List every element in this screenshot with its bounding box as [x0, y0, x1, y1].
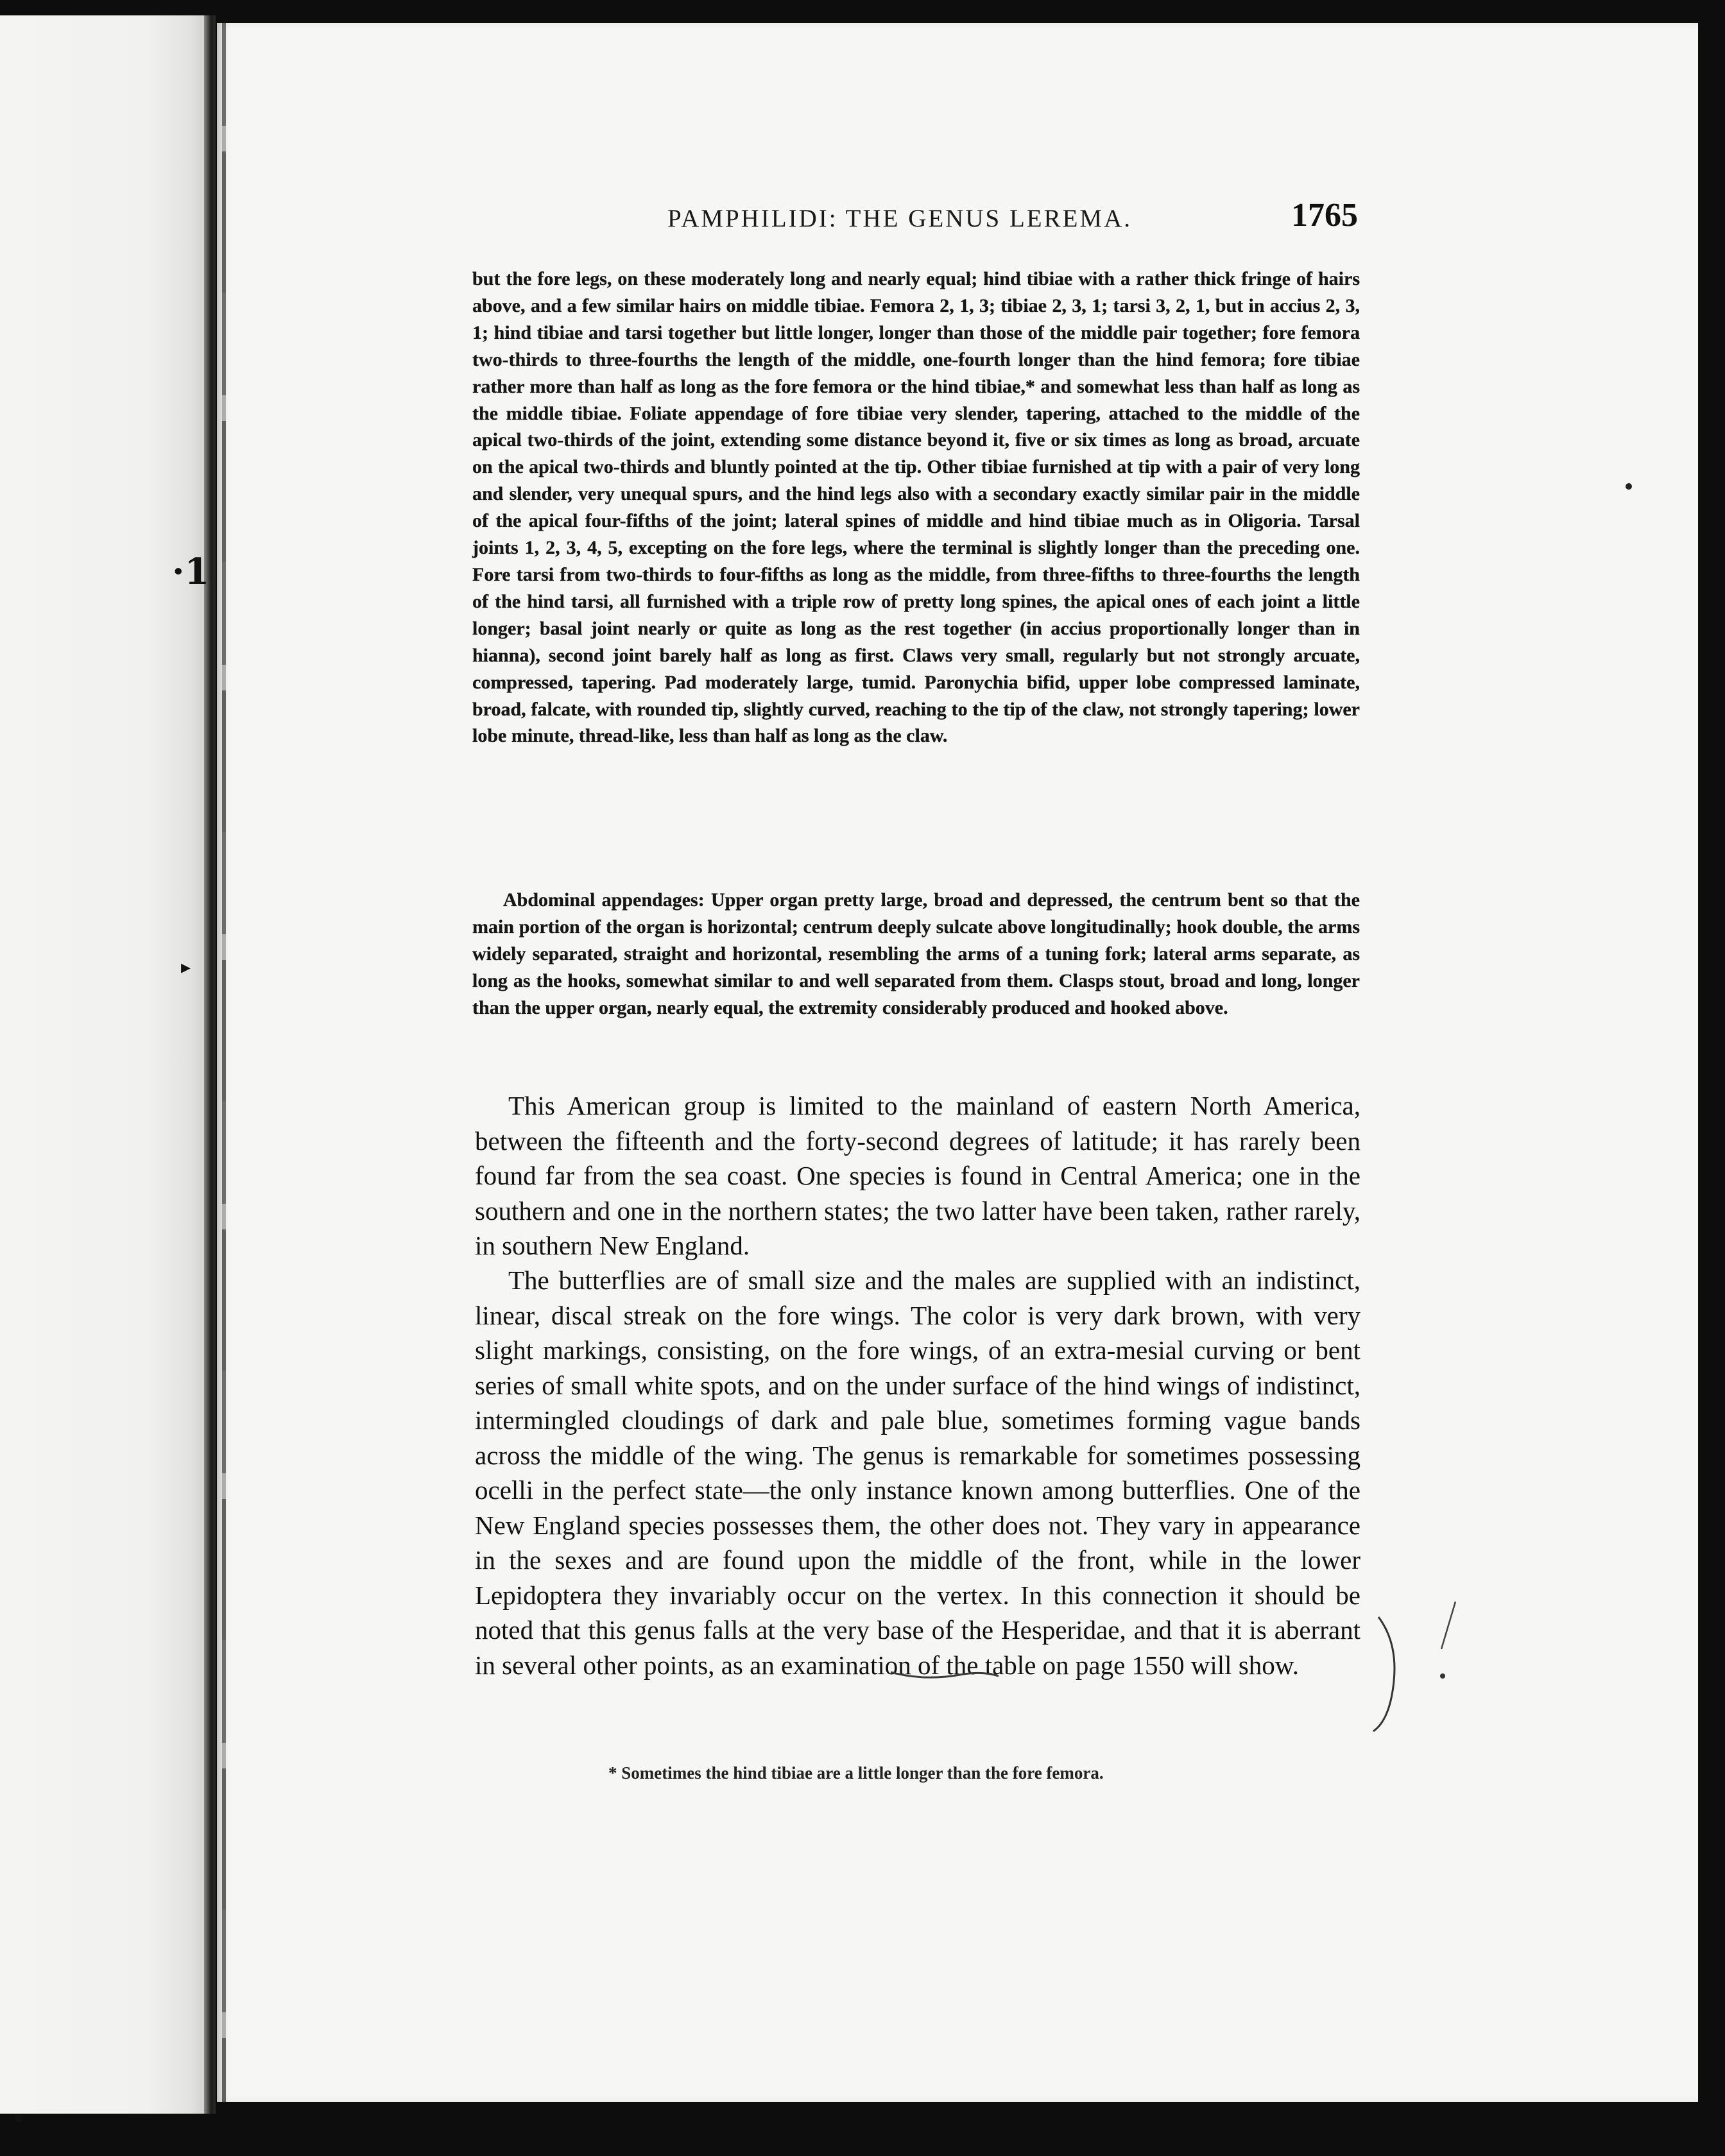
book-gutter: [204, 15, 216, 2114]
running-head-title: PAMPHILIDI: THE GENUS LEREMA.: [667, 205, 1133, 232]
page-number: 1765: [1291, 197, 1358, 234]
left-page-edge: [0, 15, 212, 2114]
footnote: * Sometimes the hind tibiae are a little longer than the fore femora.: [608, 1763, 1104, 1783]
description-abdominal-paragraph: Abdominal appendages: Upper organ pretty large, broad and depressed, the centrum bent so that the main portion of the organ is horizontal; centrum deeply sulcate above longitudinally; hook double, the arms widely separated, straight and horizontal, resembling the arms of a tuning fork; lateral arms separate, as long as the hooks, somewhat similar to and well separated from them. Clasps stout, broad and long, longer than the upper organ, nearly equal, the extremity considerably produced and hooked above.: [472, 889, 1360, 1018]
description-legs-paragraph: but the fore legs, on these moderately long and nearly equal; hind tibiae with a rather thick fringe of hairs above, and a few similar hairs on middle tibiae. Femora 2, 1, 3; tibiae 2, 3, 1; tarsi 3, 2, 1, but in accius 2, 3, 1; hind tibiae and tarsi together but little longer, longer than those of the middle pair together; fore femora two-thirds to three-fourths the length of the middle, one-fourth longer than the hind femora; fore tibiae rather more than half as long as the fore femora or the hind tibiae,* and somewhat less than half as long as the middle tibiae. Foliate appendage of fore tibiae very slender, tapering, attached to the middle of the apical two-thirds of the joint, extending some distance beyond it, five or six times as long as broad, arcuate on the apical two-thirds and bluntly pointed at the tip. Other tibiae furnished at tip with a pair of very long and slender, very unequal spurs, and the hind legs also with a secondary exactly similar pair in the middle of the apical four-fifths of the joint; lateral spines of middle and hind tibiae much as in Oligoria. Tarsal joints 1, 2, 3, 4, 5, excepting on the fore legs, where the terminal is slightly longer than the preceding one. Fore tarsi from two-thirds to four-fifths as long as the middle, from three-fifths to three-fourths the length of the hind tarsi, all furnished with a triple row of pretty long spines, the apical ones of each joint a little longer; basal joint nearly or quite as long as the rest together (in accius proportionally longer than in hianna), second joint barely half as long as first. Claws very small, regularly but not strongly arcuate, compressed, tapering. Pad moderately large, tumid. Paronychia bifid, upper lobe compressed laminate, broad, falcate, with rounded tip, slightly curved, reaching to the tip of the claw, not strongly tapering; lower lobe minute, thread-like, less than half as long as the claw.: [472, 268, 1360, 747]
left-page-corner-dot: ▪: [14, 2110, 24, 2126]
body-paragraph-range: This American group is limited to the mainland of eastern North America, between the fifteenth and the forty-second degrees of latitude; it has rarely been found far from the sea coast. One species is found in Central America; one in the southern and one in the northern states; the two latter have been taken, rather rarely, in southern New England.: [475, 1091, 1360, 1260]
page-fold-edge: [222, 23, 226, 2102]
left-page-tick: ▸: [181, 956, 191, 979]
left-page-mark: ·1: [172, 551, 210, 593]
body-paragraph-butterflies: The butterflies are of small size and the males are supplied with an indistinct, linear, discal streak on the fore wings. The color is very dark brown, with very slight markings, consisting, on the fore wings, of an extra-mesial curving or bent series of small white spots, and on the under surface of the hind wings of indistinct, intermingled cloudings of dark and pale blue, sometimes forming vague bands across the middle of the wing. The genus is remarkable for sometimes possessing ocelli in the perfect state—the only instance known among butterflies. One of the New England species possesses them, the other does not. They vary in appearance in the sexes and are found upon the middle of the front, while in the lower Lepidoptera they invariably occur on the vertex. In this connection it should be noted that this genus falls at the very base of the Hesperidae, and that it is aberrant in several other points, as an examination of the table on page 1550 will show.: [475, 1265, 1360, 1680]
